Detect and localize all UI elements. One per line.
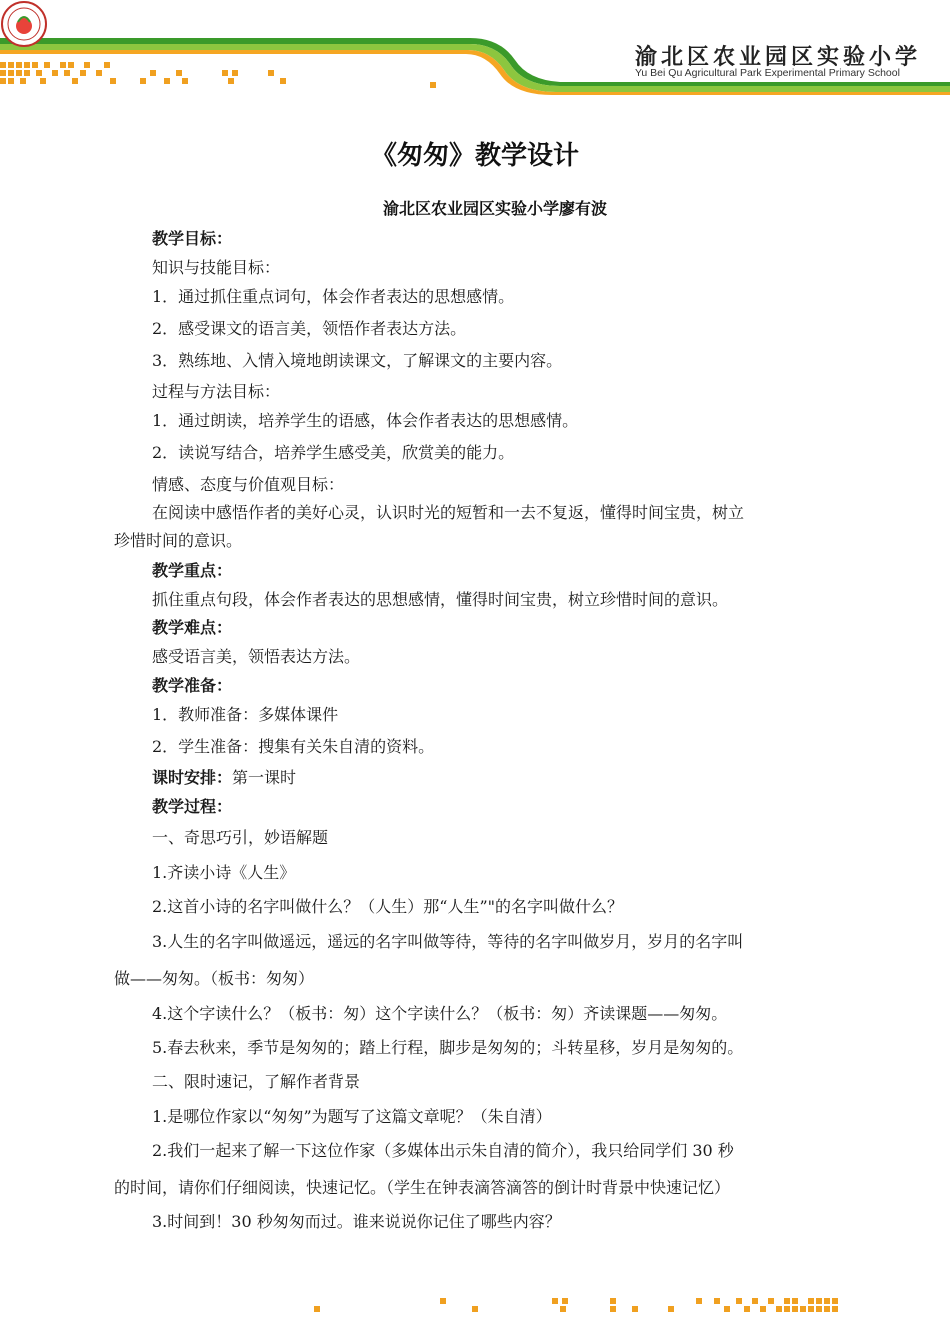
paragraph-line: 3.时间到！30 秒匆匆而过。谁来说说你记住了哪些内容？ — [152, 1212, 561, 1231]
paragraph-line: 2.我们一起来了解一下这位作家（多媒体出示朱自清的简介），我只给同学们 30 秒 — [152, 1141, 734, 1160]
subheading-process-method: 过程与方法目标： — [152, 382, 281, 401]
paragraph-line: 1．通过抓住重点词句，体会作者表达的思想感情。 — [152, 287, 515, 306]
heading-teaching-goals: 教学目标： — [152, 229, 233, 248]
paragraph-line: 2.这首小诗的名字叫做什么？（人生）那“人生”"的名字叫做什么？ — [152, 897, 623, 916]
heading-schedule: 课时安排： — [152, 768, 233, 787]
footer-decoration — [0, 1290, 950, 1344]
paragraph-line: 3.人生的名字叫做遥远，遥远的名字叫做等待，等待的名字叫做岁月，岁月的名字叫 — [152, 932, 744, 951]
heading-preparation: 教学准备： — [152, 676, 233, 695]
paragraph-line: 感受语言美，领悟表达方法。 — [152, 647, 361, 666]
page-header — [0, 0, 950, 110]
paragraph-line: 做——匆匆。（板书：匆匆） — [114, 969, 315, 988]
paragraph-line: 2．学生准备：搜集有关朱自清的资料。 — [152, 737, 435, 756]
subheading-emotion-values: 情感、态度与价值观目标： — [152, 475, 345, 494]
header-dot-pattern — [0, 62, 436, 88]
section-heading: 一、奇思巧引，妙语解题 — [152, 828, 329, 847]
paragraph-line: 1.齐读小诗《人生》 — [152, 863, 296, 882]
school-name-english: Yu Bei Qu Agricultural Park Experimental Primary School — [635, 67, 900, 79]
paragraph-line: 珍惜时间的意识。 — [114, 531, 243, 550]
school-name-chinese: 渝北区农业园区实验小学 — [635, 44, 922, 70]
heading-key-points: 教学重点： — [152, 561, 233, 580]
paragraph-line: 2．感受课文的语言美，领悟作者表达方法。 — [152, 319, 467, 338]
subheading-knowledge-skills: 知识与技能目标： — [152, 258, 281, 277]
paragraph-line: 的时间，请你们仔细阅读，快速记忆。（学生在钟表滴答滴答的倒计时背景中快速记忆） — [114, 1178, 731, 1197]
paragraph-line: 1.是哪位作家以“匆匆”为题写了这篇文章呢？（朱自清） — [152, 1107, 552, 1126]
document-author: 渝北区农业园区实验小学廖有波 — [382, 199, 607, 218]
paragraph-line: 1．教师准备：多媒体课件 — [152, 705, 339, 724]
paragraph-line: 3．熟练地、入情入境地朗读课文，了解课文的主要内容。 — [152, 351, 563, 370]
schedule-line — [152, 768, 296, 788]
section-heading: 二、限时速记，了解作者背景 — [152, 1072, 361, 1091]
paragraph-line: 5.春去秋来，季节是匆匆的；踏上行程，脚步是匆匆的；斗转星移，岁月是匆匆的。 — [152, 1038, 744, 1057]
paragraph-line: 1．通过朗读，培养学生的语感，体会作者表达的思想感情。 — [152, 411, 579, 430]
heading-teaching-process: 教学过程： — [152, 797, 233, 816]
heading-difficulties: 教学难点： — [152, 618, 233, 637]
schedule-value: 第一课时 — [232, 768, 297, 787]
paragraph-line: 4.这个字读什么？（板书：匆）这个字读什么？（板书：匆）齐读课题——匆匆。 — [152, 1004, 728, 1023]
paragraph-line: 在阅读中感悟作者的美好心灵，认识时光的短暂和一去不复返，懂得时间宝贵，树立 — [152, 503, 745, 522]
school-logo — [0, 0, 48, 48]
paragraph-line: 抓住重点句段，体会作者表达的思想感情，懂得时间宝贵，树立珍惜时间的意识。 — [152, 590, 729, 609]
document-title: 《匆匆》教学设计 — [370, 141, 579, 171]
paragraph-line: 2．读说写结合，培养学生感受美，欣赏美的能力。 — [152, 443, 515, 462]
